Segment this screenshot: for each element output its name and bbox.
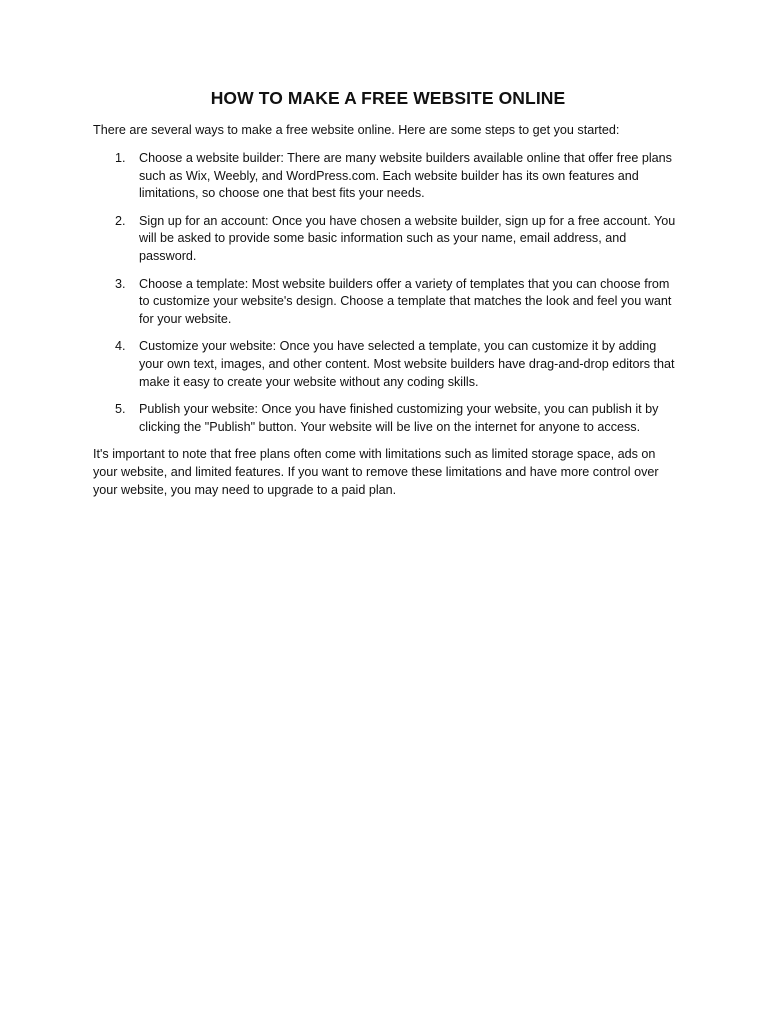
list-item bbox=[93, 276, 683, 329]
step-number: 5. bbox=[115, 402, 126, 417]
page-title: HOW TO MAKE A FREE WEBSITE ONLINE bbox=[210, 88, 566, 108]
step-text: Sign up for an account: Once you have chosen a website builder, sign up for a free account. You will be asked to provide some basic information such as your name, email address, and password. bbox=[139, 213, 676, 264]
step-number: 3. bbox=[115, 276, 126, 291]
steps-list bbox=[93, 150, 683, 437]
closing-paragraph: It's important to note that free plans often come with limitations such as limited storage space, ads on your website, and limited features. If you want to remove these limitations and have more control over your website, you may need to upgrade to a paid plan. bbox=[93, 447, 659, 498]
step-number: 2. bbox=[115, 213, 126, 228]
step-text: Choose a website builder: There are many website builders available online that offer free plans such as Wix, Weebly, and WordPress.com. Each website builder has its own features and limitations, so choose one that best fits your needs. bbox=[139, 150, 672, 201]
intro-paragraph: There are several ways to make a free website online. Here are some steps to get you started: bbox=[93, 123, 620, 137]
list-item bbox=[93, 338, 683, 391]
document-page bbox=[93, 88, 683, 500]
step-text: Customize your website: Once you have selected a template, you can customize it by adding your own text, images, and other content. Most website builders have drag-and-drop editors that make it easy to create your website without any coding skills. bbox=[139, 339, 675, 390]
list-item bbox=[93, 401, 683, 437]
list-item bbox=[93, 213, 683, 266]
step-text: Choose a template: Most website builders offer a variety of templates that you can choose from to customize your website's design. Choose a template that matches the look and feel you want for your website. bbox=[139, 276, 672, 327]
list-item bbox=[93, 150, 683, 203]
step-number: 4. bbox=[115, 339, 126, 354]
step-number: 1. bbox=[115, 150, 126, 165]
step-text: Publish your website: Once you have finished customizing your website, you can publish it by clicking the "Publish" button. Your website will be live on the internet for anyone to access. bbox=[139, 402, 659, 435]
